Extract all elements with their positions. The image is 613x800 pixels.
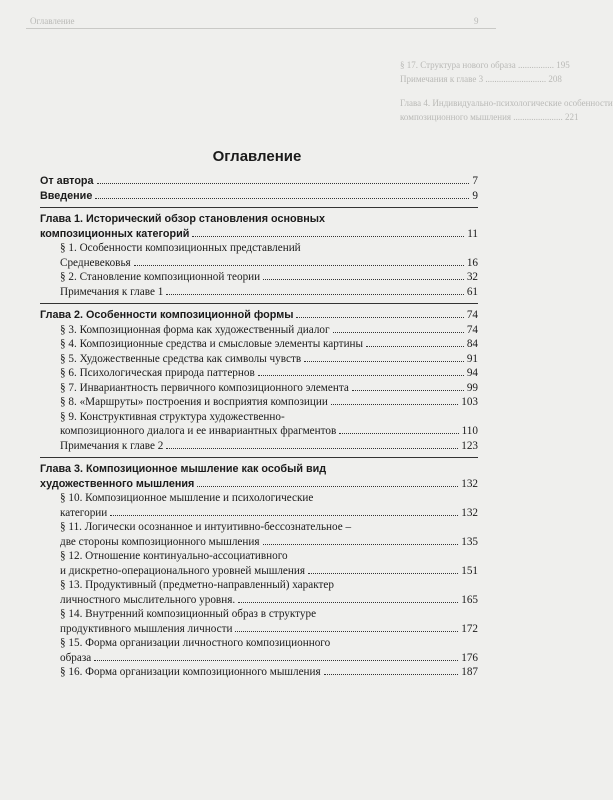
- dot-leader: [263, 544, 459, 545]
- page-number: 151: [461, 564, 478, 577]
- toc-entry-text: композиционного диалога и ее инвариантных фрагментов: [60, 425, 337, 437]
- dot-leader: [366, 346, 464, 347]
- toc-entry-text: Глава 2. Особенности композиционной формы: [40, 309, 294, 321]
- section-divider: [40, 207, 478, 208]
- toc-entry-text: композиционных категорий: [40, 227, 190, 240]
- section-divider: [40, 457, 478, 458]
- dot-leader: [296, 317, 463, 318]
- page-number: 16: [466, 256, 478, 269]
- toc-section-entry: [40, 439, 478, 454]
- toc-entry-text: § 6. Психологическая природа паттернов: [60, 367, 255, 379]
- page-number: 32: [466, 271, 478, 283]
- dot-leader: [339, 433, 458, 434]
- dot-leader: [197, 486, 458, 487]
- toc-entry-text: § 4. Композиционные средства и смысловые элементы картины: [60, 338, 364, 350]
- toc-entry-text: § 3. Композиционная форма как художественный диалог: [60, 323, 330, 336]
- toc-entry-text: две стороны композиционного мышления: [60, 535, 260, 548]
- toc-entry-text: и дискретно-операционального уровней мышления: [60, 564, 305, 577]
- dot-leader: [110, 515, 458, 516]
- page-number: 132: [461, 506, 478, 519]
- toc-chapter-entry: [40, 462, 478, 491]
- page-title: Оглавление: [212, 148, 302, 165]
- page-number: 132: [461, 477, 478, 490]
- toc-section-entry: [40, 491, 478, 520]
- toc-entry-text: художественного мышления: [40, 477, 195, 490]
- dot-leader: [331, 404, 458, 405]
- page-number: 94: [466, 367, 478, 379]
- dot-leader: [263, 279, 464, 280]
- dot-leader: [333, 332, 464, 333]
- toc-entry-text: От автора: [40, 175, 94, 187]
- dot-leader: [324, 674, 459, 675]
- toc-entry-text: Глава 3. Композиционное мышление как особый вид: [40, 463, 327, 475]
- toc-entry-text: § 15. Форма организации личностного композиционного: [60, 637, 331, 649]
- page-number: 61: [466, 285, 478, 298]
- toc-entry-text: Средневековья: [60, 256, 131, 269]
- page-number: 176: [461, 651, 478, 664]
- dot-leader: [304, 361, 464, 362]
- toc-section-entry: [40, 395, 478, 410]
- toc-section-entry: [40, 607, 478, 636]
- dot-leader: [94, 660, 458, 661]
- toc-entry-text: Примечания к главе 2: [60, 439, 164, 452]
- dot-leader: [166, 448, 458, 449]
- page-number: 135: [461, 535, 478, 548]
- page-number: 9: [472, 189, 478, 202]
- toc-entry-text: § 13. Продуктивный (предметно-направленный) характер: [60, 579, 334, 591]
- page-number: 91: [466, 352, 478, 365]
- dot-leader: [238, 602, 458, 603]
- show-through-text: Оглавление 9 § 17. Структура нового образа ................ 195 Примечания к главе 3 ........................... 208 Глава 4. Индивидуально-психологические особенности композиционного мышления ...................... 221: [30, 16, 613, 122]
- dot-leader: [95, 198, 469, 199]
- toc-chapter-entry: [40, 308, 478, 323]
- running-header-rule: [26, 28, 496, 29]
- toc-section-entry: [40, 285, 478, 300]
- dot-leader: [192, 236, 464, 237]
- toc-section-entry: [40, 323, 478, 338]
- toc-entry-text: § 7. Инвариантность первичного композиционного элемента: [60, 381, 349, 394]
- section-divider: [40, 303, 478, 304]
- toc-entry-text: § 11. Логически осознанное и интуитивно-бессознательное –: [60, 521, 352, 533]
- page-number: 172: [461, 622, 478, 635]
- toc-section-entry: [40, 352, 478, 367]
- table-of-contents: [40, 170, 478, 680]
- toc-entry-text: § 8. «Маршруты» построения и восприятия композиции: [60, 396, 328, 408]
- toc-section-entry: [40, 665, 478, 680]
- toc-entry-text: Примечания к главе 1: [60, 285, 164, 298]
- toc-section-entry: [40, 366, 478, 381]
- toc-entry-text: § 16. Форма организации композиционного мышления: [60, 666, 321, 678]
- page-number: 123: [461, 439, 478, 452]
- page-number: 103: [461, 396, 478, 408]
- toc-section-entry: [40, 578, 478, 607]
- toc-section-entry: [40, 549, 478, 578]
- toc-entry-text: образа: [60, 651, 92, 664]
- toc-entry-text: § 2. Становление композиционной теории: [60, 271, 261, 283]
- toc-section-entry: [40, 241, 478, 270]
- toc-section-entry: [40, 381, 478, 396]
- dot-leader: [166, 294, 464, 295]
- toc-entry-text: Глава 1. Исторический обзор становления основных: [40, 213, 325, 225]
- toc-entry-text: § 5. Художественные средства как символы чувств: [60, 352, 302, 365]
- toc-section-entry: [40, 410, 478, 439]
- toc-section-entry: [40, 636, 478, 665]
- toc-entry-text: категории: [60, 506, 108, 519]
- toc-entry-text: § 12. Отношение континуально-ассоциативного: [60, 550, 288, 562]
- page-number: 84: [466, 338, 478, 350]
- toc-entry-text: продуктивного мышления личности: [60, 622, 233, 635]
- toc-chapter-entry: [40, 174, 478, 189]
- dot-leader: [352, 390, 464, 391]
- toc-chapter-entry: [40, 189, 478, 204]
- dot-leader: [235, 631, 458, 632]
- toc-entry-text: Введение: [40, 189, 93, 202]
- toc-entry-text: § 1. Особенности композиционных представлений: [60, 242, 301, 254]
- dot-leader: [134, 265, 464, 266]
- toc-chapter-entry: [40, 212, 478, 241]
- page-number: 74: [466, 309, 478, 321]
- page-number: 99: [466, 381, 478, 394]
- page-number: 7: [472, 175, 478, 187]
- page-number: 110: [461, 425, 478, 437]
- dot-leader: [258, 375, 464, 376]
- toc-section-entry: [40, 337, 478, 352]
- page-number: 165: [461, 593, 478, 606]
- page-number: 187: [461, 666, 478, 678]
- toc-section-entry: [40, 520, 478, 549]
- page-number: 74: [466, 323, 478, 336]
- toc-entry-text: § 9. Конструктивная структура художественно-: [60, 410, 285, 423]
- toc-entry-text: § 10. Композиционное мышление и психологические: [60, 492, 314, 504]
- dot-leader: [308, 573, 458, 574]
- dot-leader: [97, 183, 470, 184]
- page-number: 11: [467, 227, 478, 240]
- toc-section-entry: [40, 270, 478, 285]
- toc-entry-text: § 14. Внутренний композиционный образ в структуре: [60, 608, 317, 620]
- toc-entry-text: личностного мыслительного уровня.: [60, 593, 236, 606]
